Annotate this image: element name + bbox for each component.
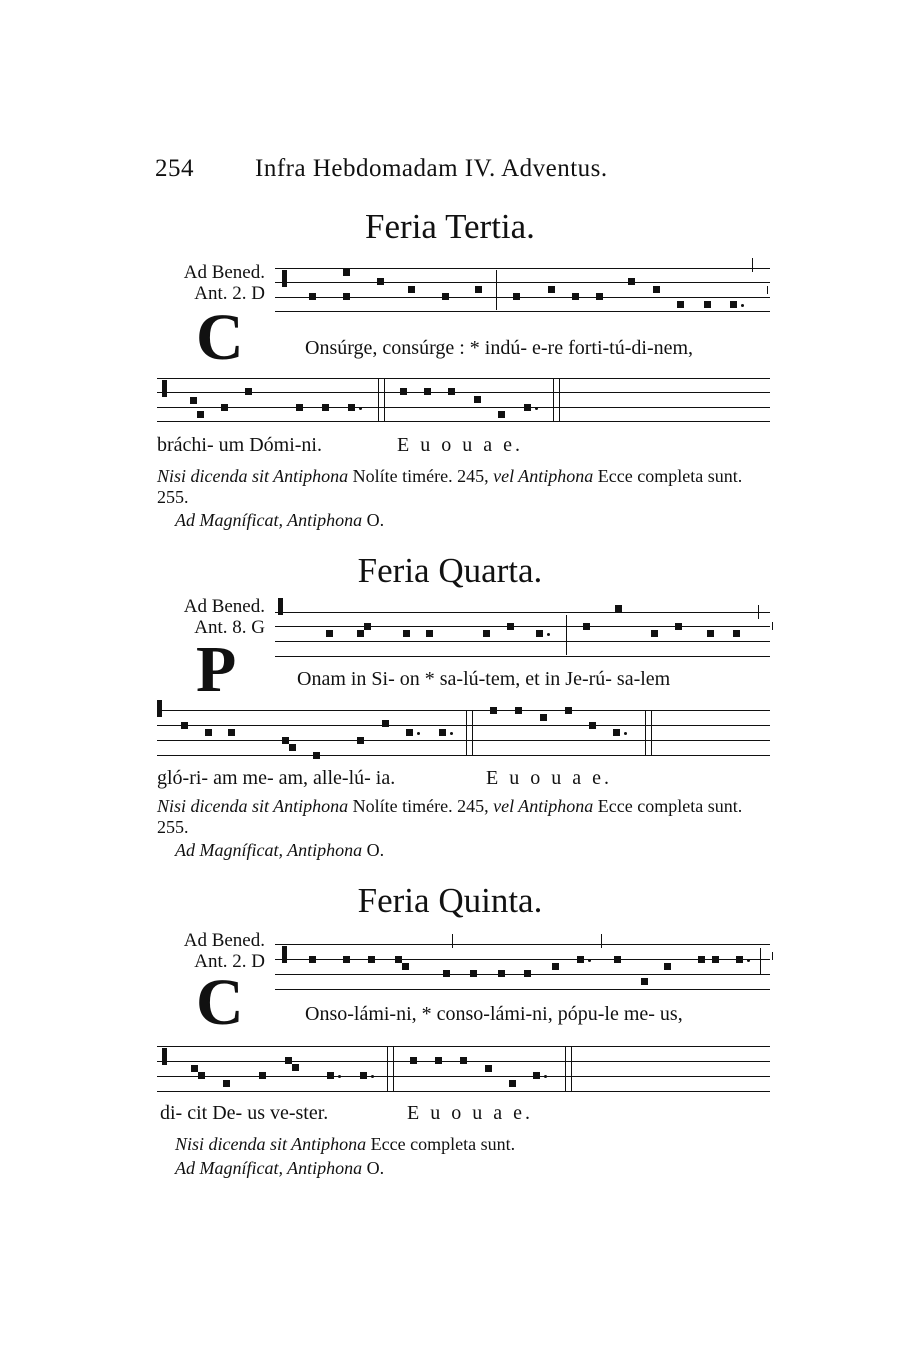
ant-label-line1: Ad Bened. (183, 262, 265, 283)
rubric-italic: Ad Magníficat, Antiphona (175, 840, 363, 860)
page-number: 254 (155, 155, 194, 182)
drop-cap-initial: P (196, 633, 237, 706)
lyrics-line-1: Onsúrge, consúrge : * indú- e-re forti-tú-di-nem, (305, 337, 694, 359)
drop-cap-initial: C (196, 301, 244, 374)
rubric-text: O. (362, 840, 385, 860)
rubric-italic: vel Antiphona (493, 466, 594, 486)
rubric-italic: Ad Magníficat, Antiphona (175, 1158, 363, 1178)
rubric-italic: Nisi dicenda sit Antiphona (157, 466, 349, 486)
euouae: E u o u a e. (407, 1102, 533, 1124)
euouae: E u o u a e. (486, 767, 612, 789)
rubric-italic: Nisi dicenda sit Antiphona (175, 1134, 367, 1154)
running-title: Infra Hebdomadam IV. Adventus. (255, 155, 608, 182)
rubric-text: O. (362, 1158, 385, 1178)
rubric-italic: Ad Magníficat, Antiphona (175, 510, 363, 530)
ant-label-line2: Ant. 8. G (194, 617, 265, 638)
rubric-text: Ecce completa sunt. 255. (157, 796, 743, 837)
euouae: E u o u a e. (397, 434, 523, 456)
rubric-text: Ecce completa sunt. 255. (157, 466, 743, 507)
rubric-text: Nolíte timére. 245, (348, 796, 494, 816)
lyrics-line-1: Onam in Si- on * sa-lú-tem, et in Je-rú- sa-lem (297, 668, 671, 690)
rubric-note (175, 1134, 795, 1155)
lyrics-line-2: gló-ri- am me- am, alle-lú- ia. (157, 767, 396, 789)
rubric-magnificat (175, 1158, 795, 1179)
ant-label-line2: Ant. 2. D (194, 283, 265, 304)
rubric-italic: Nisi dicenda sit Antiphona (157, 796, 349, 816)
rubric-italic: vel Antiphona (493, 796, 594, 816)
ant-label-line1: Ad Bened. (183, 596, 265, 617)
section-title-feria-tertia: Feria Tertia. (365, 207, 535, 246)
section-title-feria-quarta: Feria Quarta. (357, 551, 543, 590)
lyrics-line-2: bráchi- um Dómi-ni. (157, 434, 322, 456)
lyrics-line-2: di- cit De- us ve-ster. (160, 1102, 329, 1124)
rubric-text: Nolíte timére. 245, (348, 466, 494, 486)
rubric-text: Ecce completa sunt. (366, 1134, 516, 1154)
drop-cap-initial: C (196, 966, 244, 1039)
lyrics-line-1: Onso-lámi-ni, * conso-lámi-ni, pópu-le me- us, (305, 1003, 683, 1025)
section-title-feria-quinta: Feria Quinta. (357, 881, 543, 920)
rubric-text: O. (362, 510, 385, 530)
ant-label-line2: Ant. 2. D (194, 951, 265, 972)
ant-label-line1: Ad Bened. (183, 930, 265, 951)
